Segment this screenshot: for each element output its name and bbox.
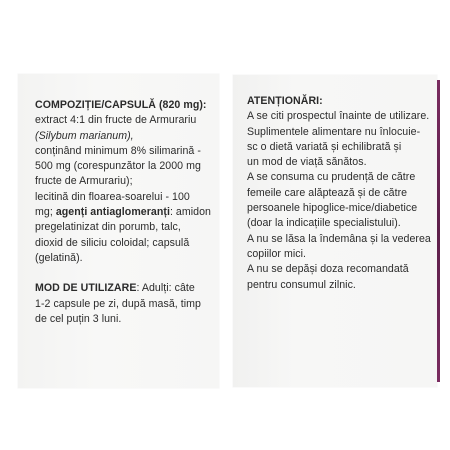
box-edge-accent [437,80,440,382]
usage-line: 1-2 capsule pe zi, după masă, timp [35,297,201,310]
usage-line: de cel puțin 3 luni. [35,312,122,325]
composition-line: lecitină din floarea-soarelui - 100 [35,190,190,203]
composition-line: pregelatinizat din porumb, talc, [35,221,181,234]
warnings-line: femeile care alăptează și de către [247,186,408,199]
warnings-line: A nu se depăși doza recomandată [247,263,409,276]
warnings-text [247,94,431,293]
warnings-line: persoanele hipoglice-mice/diabetice [247,202,418,215]
warnings-heading: ATENȚIONĂRI: [247,95,323,107]
warnings-line: A nu se lăsa la îndemâna și la vederea [247,232,431,245]
composition-line-part: mg; [35,206,56,219]
warnings-line: copiilor mici. [247,247,306,260]
composition-line: (gelatină). [35,251,83,264]
composition-line: 500 mg (corespunzător la 2000 mg [35,160,201,173]
composition-heading: COMPOZIȚIE/CAPSULĂ (820 mg): [35,99,207,111]
usage-line-part: : Adulți: câte [136,282,195,295]
usage-line [35,281,213,296]
composition-line: dioxid de siliciu coloidal; capsulă [35,236,190,249]
composition-line: (Silybum marianum), [35,129,134,142]
usage-heading: MOD DE UTILIZARE [35,282,137,295]
composition-line: extract 4:1 din fructe de Armurariu [35,114,197,127]
composition-line: fructe de Armurariu); [35,175,133,188]
warnings-line: sc o dietă variată și echilibrată și [247,140,402,153]
box-side-left [18,74,219,388]
composition-line [35,205,213,220]
spacer [35,266,213,281]
warnings-line: pentru consumul zilnic. [247,278,356,291]
warnings-line: un mod de viață sănătos. [247,156,367,169]
box-side-right [233,75,437,387]
warnings-line: Suplimentele alimentare nu înlocuie- [247,125,421,138]
warnings-line: (doar la indicațiile specialistului). [247,217,401,230]
composition-text [35,98,213,327]
warnings-line: A se citi prospectul înainte de utilizare. [247,110,430,123]
composition-line-part: : amidon [169,206,211,219]
warnings-line: A se consuma cu prudență de către [247,171,416,184]
anticaking-agents-label: agenți antiaglomeranți [55,206,170,219]
composition-line: conținând minimum 8% silimarină - [35,144,201,157]
